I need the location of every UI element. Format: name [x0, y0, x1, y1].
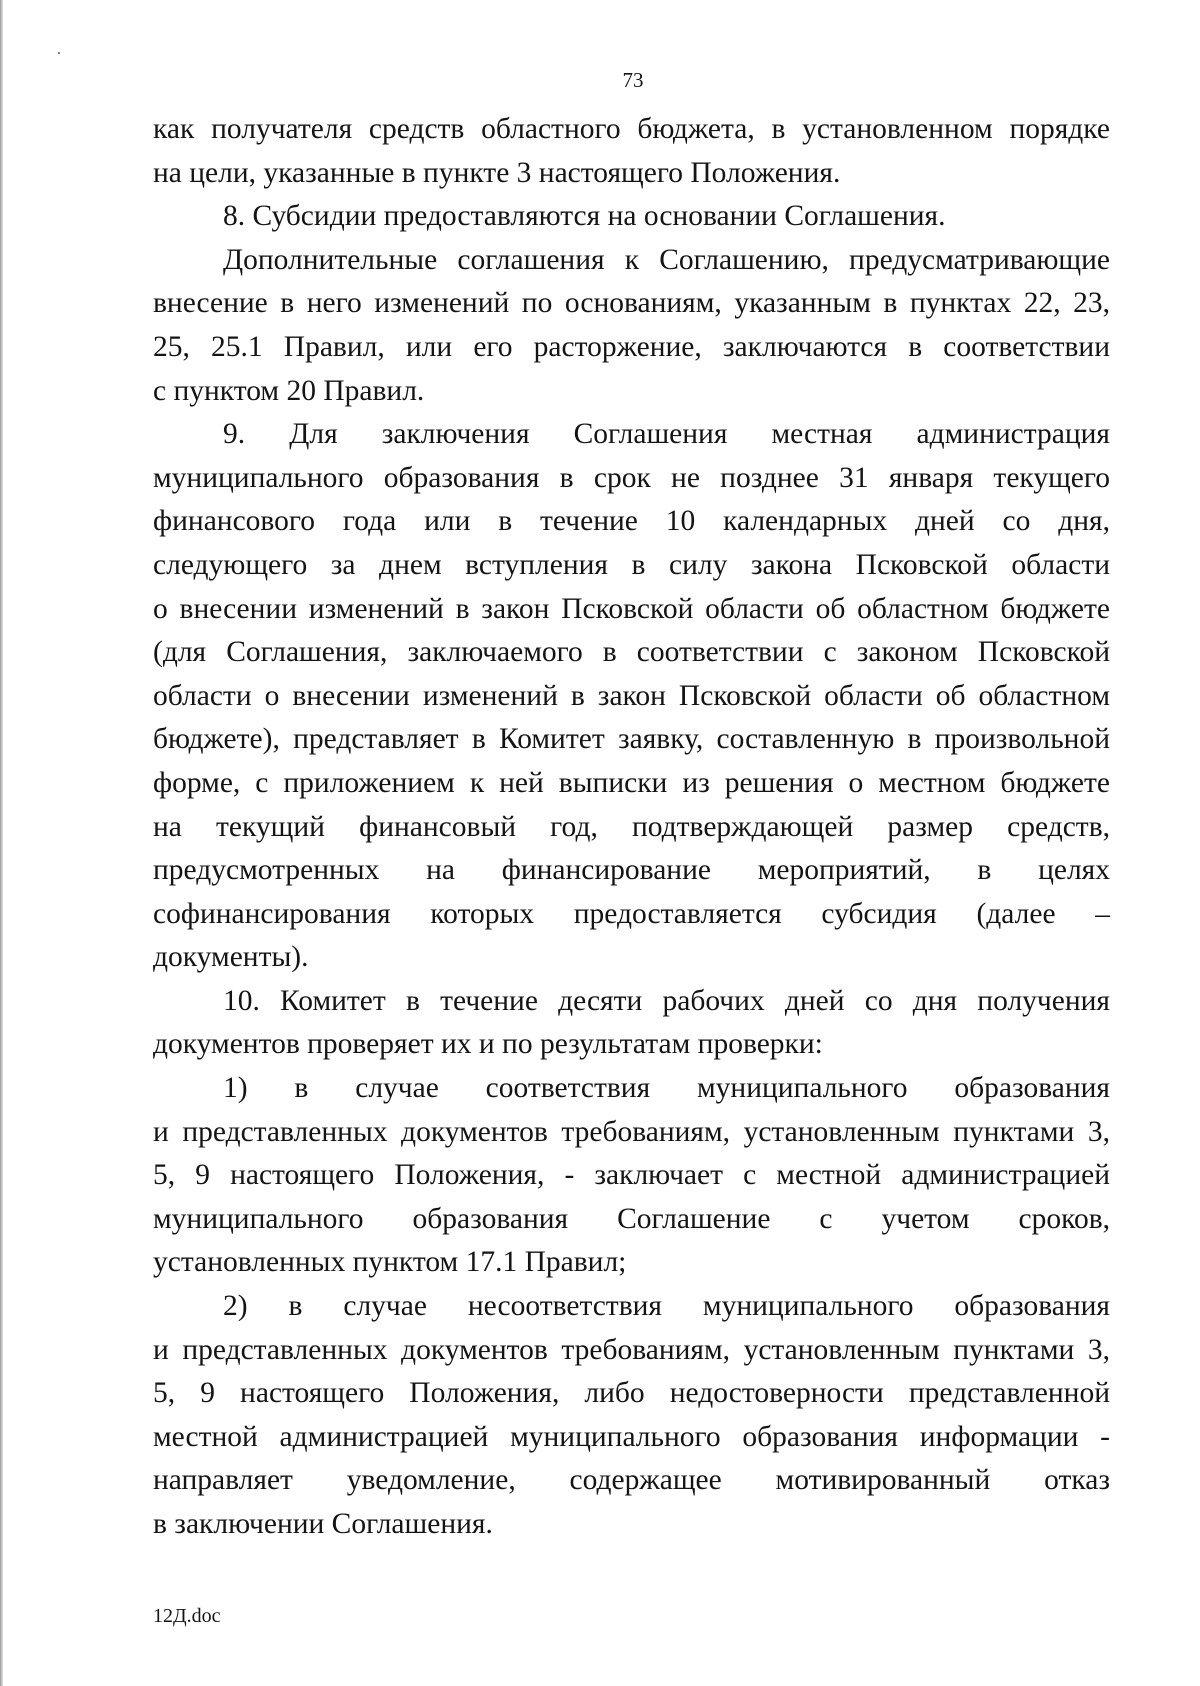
text-line: (для Соглашения, заключаемого в соответствии с законом Псковской [153, 636, 1110, 669]
text-line: на текущий финансовый год, подтверждающей размер средств, [153, 810, 1110, 843]
text-line: в заключении Соглашения. [153, 1508, 493, 1540]
text-line: 8. Субсидии предоставляются на основании Соглашения. [223, 200, 946, 233]
text-line: Дополнительные соглашения к Соглашению, предусматривающие [223, 243, 1110, 276]
paragraph-continuation [153, 108, 1110, 195]
text-line: внесение в него изменений по основаниям, указанным в пунктах 22, 23, [153, 287, 1110, 320]
text-line: бюджете), представляет в Комитет заявку, составленную в произвольной [153, 723, 1110, 756]
text-line: документы). [153, 941, 309, 974]
text-line: 5, 9 настоящего Положения, либо недостоверности представленной [153, 1377, 1110, 1410]
text-line: области о внесении изменений в закон Псковской области об областном [153, 679, 1110, 712]
text-line: на цели, указанные в пункте 3 настоящего Положения. [153, 156, 841, 189]
paragraph-subitem-2 [153, 1285, 1110, 1547]
text-line: о внесении изменений в закон Псковской области об областном бюджете [153, 592, 1110, 625]
text-line: муниципального образования Соглашение с учетом сроков, [153, 1202, 1110, 1235]
footer-filename: 12Д.doc [153, 1605, 221, 1627]
paragraph-item-9 [153, 413, 1110, 980]
page-number: 73 [622, 68, 644, 92]
scan-speck [58, 52, 60, 54]
text-line: следующего за днем вступления в силу закона Псковской области [153, 548, 1110, 581]
text-line: 10. Комитет в течение десяти рабочих дней со дня получения [223, 984, 1110, 1017]
text-line: и представленных документов требованиям, установленным пунктами 3, [153, 1115, 1110, 1148]
text-line: местной администрацией муниципального образования информации - [153, 1420, 1110, 1453]
text-line: с пунктом 20 Правил. [153, 374, 425, 407]
text-line: софинансирования которых предоставляется субсидия (далее – [153, 897, 1110, 930]
text-line: 1) в случае соответствия муниципального образования [223, 1072, 1110, 1105]
text-line: как получателя средств областного бюджета, в установленном порядке [153, 113, 1110, 145]
text-line: 25, 25.1 Правил, или его расторжение, заключаются в соответствии [153, 330, 1110, 363]
scan-edge [0, 0, 3, 1686]
text-line: 2) в случае несоответствия муниципального образования [223, 1290, 1110, 1323]
paragraph-item-10 [153, 980, 1110, 1067]
text-line: направляет уведомление, содержащее мотивированный отказ [153, 1464, 1110, 1497]
paragraph-item-8 [153, 195, 1110, 239]
text-line: финансового года или в течение 10 календарных дней со дня, [153, 505, 1110, 538]
text-line: форме, с приложением к ней выписки из решения о местном бюджете [153, 766, 1110, 799]
text-line: 9. Для заключения Соглашения местная администрация [223, 418, 1110, 451]
text-line: документов проверяет их и по результатам проверки: [153, 1028, 823, 1061]
text-line: установленных пунктом 17.1 Правил; [153, 1246, 627, 1279]
document-body [153, 108, 1110, 1547]
paragraph-additional-agreements [153, 239, 1110, 413]
text-line: предусмотренных на финансирование мероприятий, в целях [153, 854, 1110, 887]
text-line: 5, 9 настоящего Положения, - заключает с местной администрацией [153, 1159, 1110, 1192]
text-line: муниципального образования в срок не позднее 31 января текущего [153, 461, 1110, 494]
paragraph-subitem-1 [153, 1067, 1110, 1285]
text-line: и представленных документов требованиям, установленным пунктами 3, [153, 1333, 1110, 1366]
